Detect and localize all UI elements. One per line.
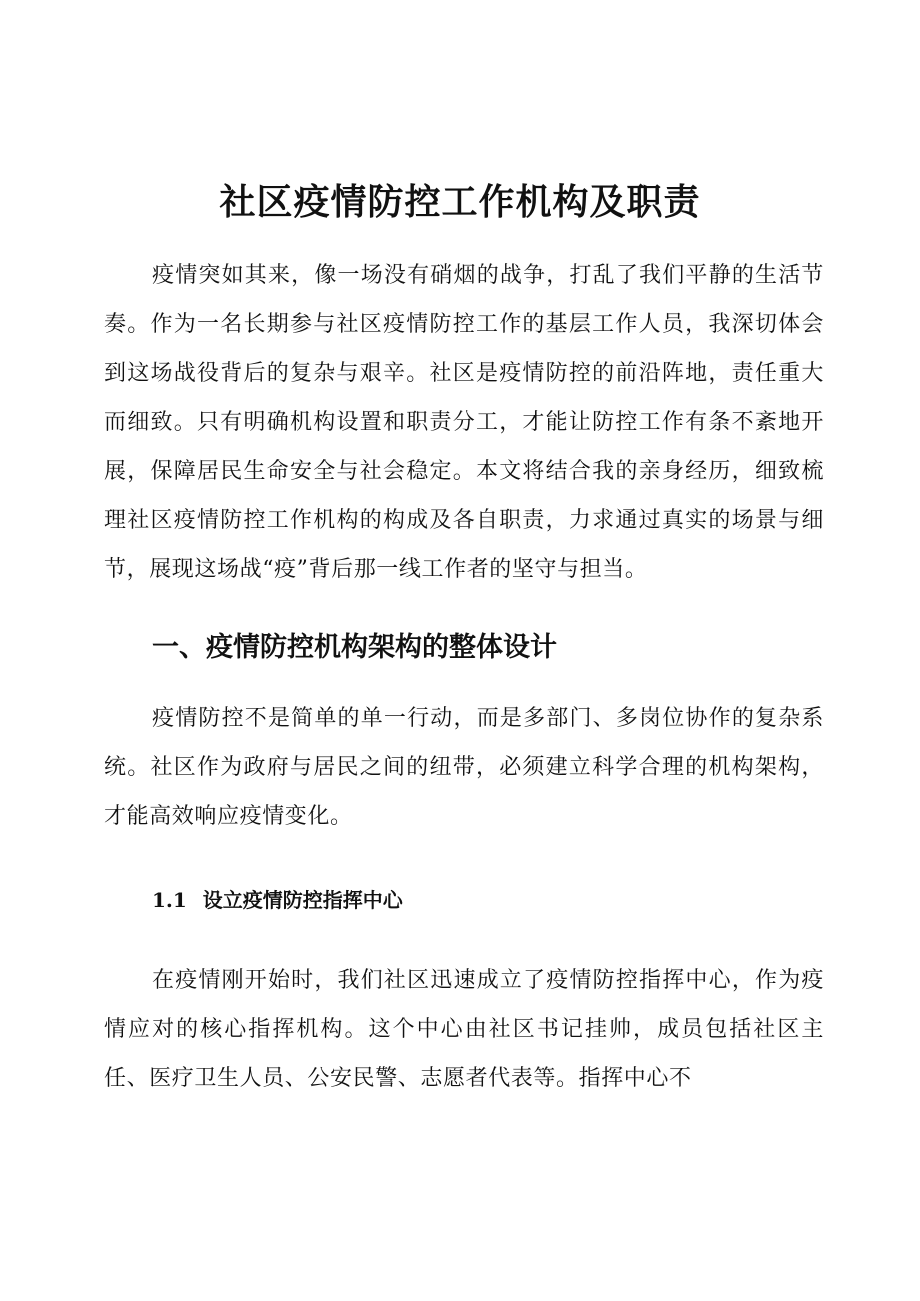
section-1-1-heading bbox=[152, 880, 403, 920]
section-1-1-paragraph: 在疫情刚开始时，我们社区迅速成立了疫情防控指挥中心，作为疫情应对的核心指挥机构。这个中心由社区书记挂帅，成员包括社区主任、医疗卫生人员、公安民警、志愿者代表等。指挥中心不 bbox=[104, 968, 824, 1091]
section-1-heading: 一、疫情防控机构架构的整体设计 bbox=[152, 632, 557, 663]
document-title: 社区疫情防控工作机构及职责 bbox=[219, 182, 701, 223]
section-1-1-heading-text: 设立疫情防控指挥中心 bbox=[202, 888, 403, 912]
section-1-1-number: 1.1 bbox=[152, 888, 187, 912]
intro-paragraph: 疫情突如其来，像一场没有硝烟的战争，打乱了我们平静的生活节奏。作为一名长期参与社区疫情防控工作的基层工作人员，我深切体会到这场战役背后的复杂与艰辛。社区是疫情防控的前沿阵地，责任重大而细致。只有明确机构设置和职责分工，才能让防控工作有条不紊地开展，保障居民生命安全与社会稳定。本文将结合我的亲身经历，细致梳理社区疫情防控工作机构的构成及各自职责，力求通过真实的场景与细节，展现这场战“疫”背后那一线工作者的坚守与担当。 bbox=[104, 263, 824, 582]
section-1-paragraph: 疫情防控不是简单的单一行动，而是多部门、多岗位协作的复杂系统。社区作为政府与居民之间的纽带，必须建立科学合理的机构架构，才能高效响应疫情变化。 bbox=[104, 706, 824, 829]
